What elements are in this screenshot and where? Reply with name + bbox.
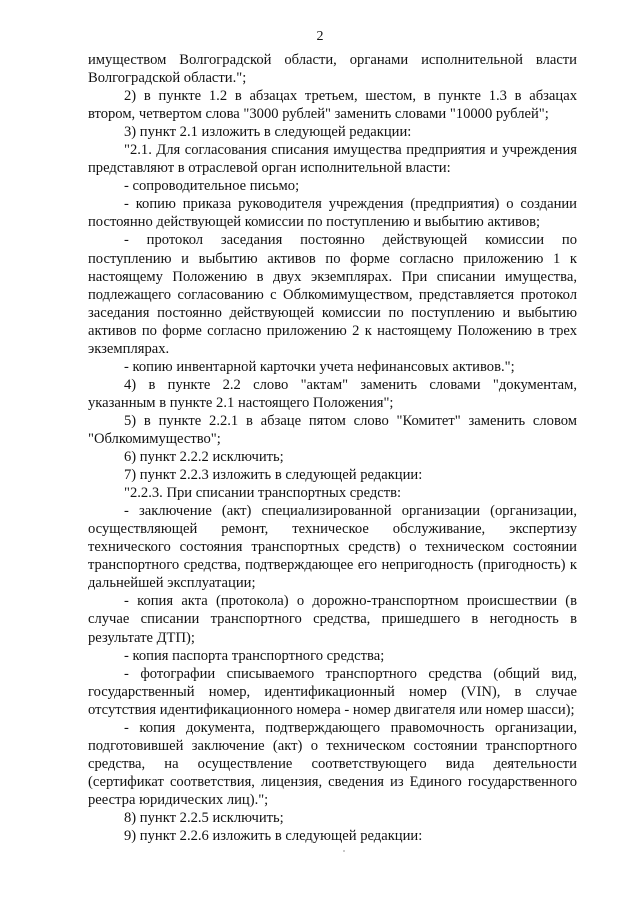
paragraph-1: имуществом Волгоградской области, органами исполнительной власти Волгоградской области."; — [88, 52, 577, 87]
paragraph-5: - сопроводительное письмо; — [124, 178, 300, 195]
paragraph-12: 7) пункт 2.2.3 изложить в следующей редакции: — [124, 467, 423, 484]
paragraph-15: - копия акта (протокола) о дорожно-транспортном происшествии (в случае списании транспортного средства, пришедшего в негодность в результате ДТП); — [88, 593, 577, 646]
paragraph-2: 2) в пункте 1.2 в абзацах третьем, шестом, в пункте 1.3 в абзацах втором, четвертом слова "3000 рублей" заменить словами "10000 рублей"; — [88, 88, 577, 123]
paragraph-16: - копия паспорта транспортного средства; — [124, 647, 385, 664]
document-body — [88, 51, 577, 845]
paragraph-3: 3) пункт 2.1 изложить в следующей редакции: — [124, 124, 412, 141]
scan-speck — [343, 850, 345, 852]
paragraph-19: 8) пункт 2.2.5 исключить; — [124, 809, 284, 826]
paragraph-6: - копию приказа руководителя учреждения (предприятия) о создании постоянно действующей комиссии по поступлению и выбытию активов; — [88, 196, 577, 231]
page-number: 2 — [316, 29, 324, 44]
paragraph-17: - фотографии списываемого транспортного средства (общий вид, государственный номер, идентификационный номер (VIN), в случае отсутствия идентификационного номера - номер двигателя или номер шасси); — [88, 665, 577, 718]
paragraph-9: 4) в пункте 2.2 слово "актам" заменить словами "документам, указанным в пункте 2.1 настоящего Положения"; — [88, 376, 577, 411]
paragraph-14: - заключение (акт) специализированной организации (организации, осуществляющей ремонт, техническое обслуживание, экспертизу технического состояния транспортных средств) о техническом состоянии транспортного средства, подтверждающее его непригодность (пригодность) к дальнейшей эксплуатации; — [88, 503, 577, 592]
paragraph-20: 9) пункт 2.2.6 изложить в следующей редакции: — [124, 828, 423, 845]
paragraph-10: 5) в пункте 2.2.1 в абзаце пятом слово "Комитет" заменить словом "Облкомимущество"; — [88, 412, 577, 447]
paragraph-11: 6) пункт 2.2.2 исключить; — [124, 449, 284, 466]
paragraph-4: "2.1. Для согласования списания имущества предприятия и учреждения представляют в отраслевой орган исполнительной власти: — [88, 142, 577, 177]
paragraph-8: - копию инвентарной карточки учета нефинансовых активов."; — [124, 358, 515, 375]
paragraph-18: - копия документа, подтверждающего правомочность организации, подготовившей заключение (акт) о техническом состоянии транспортного средства, на осуществление соответствующего вида деятельности (сертификат соответствия, лицензия, сведения из Единого государственного реестра юридических лиц)."; — [88, 719, 577, 808]
paragraph-13: "2.2.3. При списании транспортных средств: — [124, 485, 402, 502]
paragraph-7: - протокол заседания постоянно действующей комиссии по поступлению и выбытию активов по форме согласно приложению 1 к настоящему Положению в двух экземплярах. При списании имущества, подлежащего согласованию с Облкомимуществом, представляется протокол заседания постоянно действующей комиссии по поступлению и выбытию активов по форме согласно приложению 2 к настоящему Положению в трех экземплярах. — [88, 232, 577, 357]
